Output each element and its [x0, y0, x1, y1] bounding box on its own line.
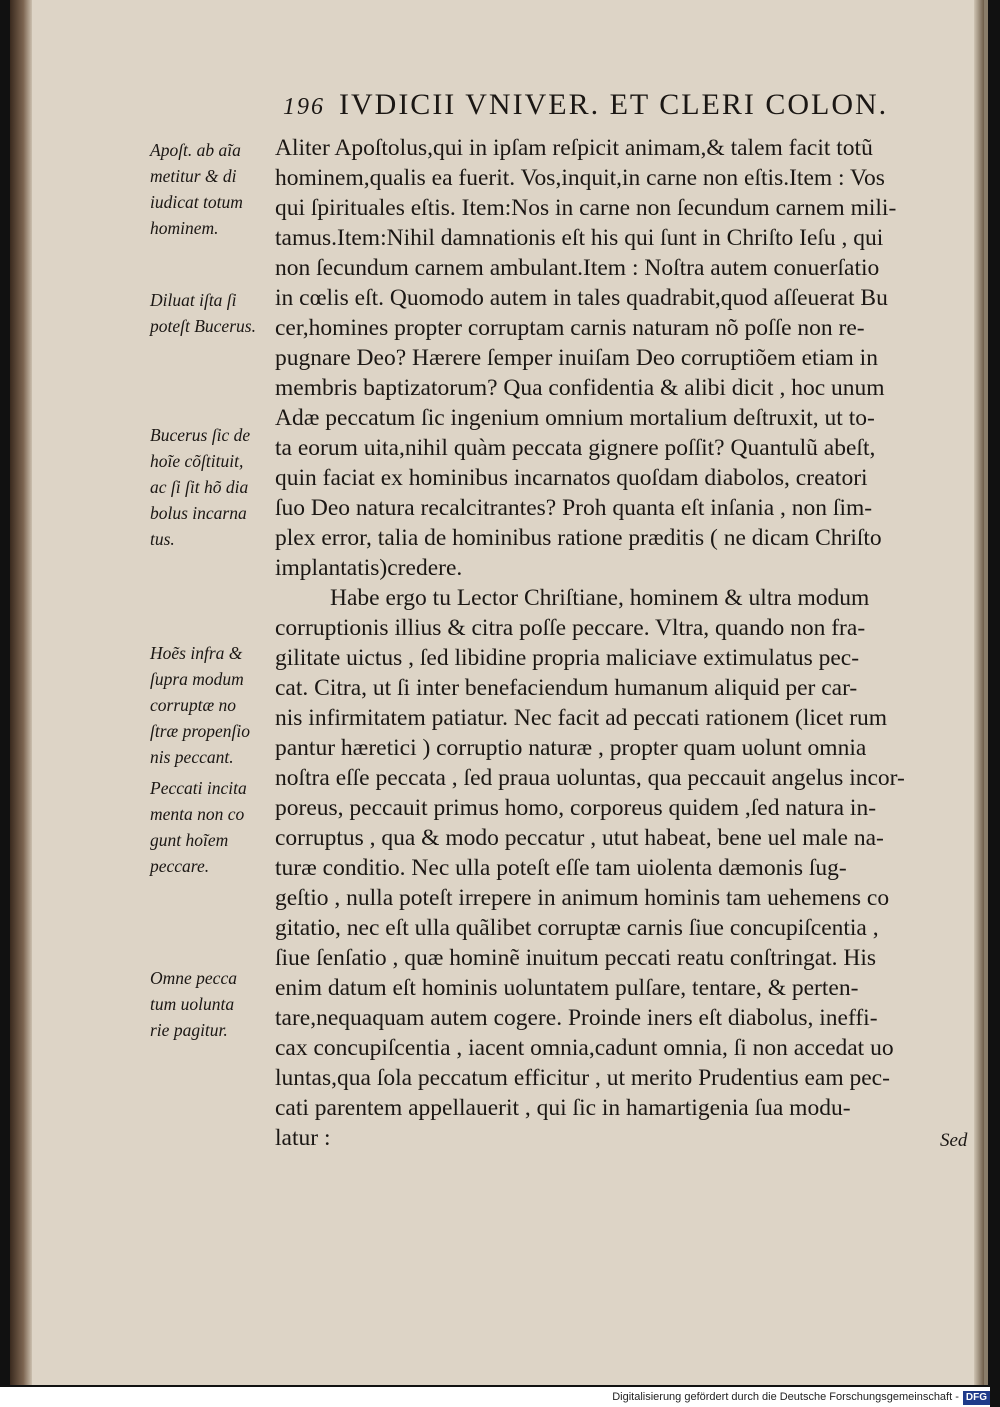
margin-note: menta non co [150, 804, 245, 824]
body-line: membris baptizatorum? Qua confidentia & alibi dicit , hoc unum [275, 375, 885, 401]
body-line: enim datum eſt hominis uoluntatem pulſare, tentare, & perten- [275, 975, 859, 1001]
body-line: plex error, talia de hominibus ratione præditis ( ne dicam Chriſto [275, 525, 882, 551]
page-gutter [10, 0, 32, 1385]
body-line: corruptionis illius & citra poſſe peccare. Vltra, quando non fra- [275, 615, 866, 641]
margin-note: Diluat iſta ſi [150, 290, 237, 310]
dfg-logo: DFG [963, 1391, 990, 1405]
body-line: corruptus , qua & modo peccatur , utut habeat, bene uel male na- [275, 825, 884, 851]
margin-note: Apoſt. ab aĩa [150, 140, 241, 160]
body-line: implantatis)credere. [275, 555, 463, 581]
body-line: cati parentem appellauerit , qui ſic in hamartigenia ſua modu- [275, 1095, 851, 1121]
margin-note: tum uolunta [150, 994, 235, 1014]
margin-note: corruptæ no [150, 695, 237, 715]
body-line: tare,nequaquam autem cogere. Proinde iners eſt diabolus, ineffi- [275, 1005, 878, 1031]
body-line: turæ conditio. Nec ulla poteſt eſſe tam uiolenta dæmonis ſug- [275, 855, 847, 881]
margin-note: ſtræ propenſio [150, 721, 250, 741]
digitization-footer [0, 1387, 990, 1407]
body-line: gilitate uictus , ſed libidine propria maliciave extimulatus pec- [275, 645, 860, 671]
body-line: non ſecundum carnem ambulant.Item : Noſtra autem conuerſatio [275, 255, 880, 281]
body-line: hominem,qualis ea fuerit. Vos,inquit,in carne non eſtis.Item : Vos [275, 165, 885, 191]
running-header [283, 88, 963, 122]
margin-note: Omne pecca [150, 968, 237, 988]
page-edge [974, 0, 984, 1385]
body-line: luntas,qua ſola peccatum efficitur , ut merito Prudentius eam pec- [275, 1065, 890, 1091]
body-line: cer,homines propter corruptam carnis naturam nõ poſſe non re- [275, 315, 865, 341]
body-line: qui ſpirituales eſtis. Item:Nos in carne non ſecundum carnem mili- [275, 195, 897, 221]
body-line: gitatio, nec eſt ulla quãlibet corruptæ carnis ſiue concupiſcentia , [275, 915, 879, 941]
margin-note: peccare. [150, 856, 210, 876]
margin-note: bolus incarna [150, 503, 247, 523]
body-line: quin faciat ex hominibus incarnatos quoſdam diabolos, creatori [275, 465, 868, 491]
margin-note: hoĩe cõſtituit, [150, 451, 244, 471]
body-line: pugnare Deo? Hærere ſemper inuiſam Deo corruptiõem etiam in [275, 345, 878, 371]
footer-text: Digitalisierung gefördert durch die Deutsche Forschungsgemeinschaft - [612, 1391, 959, 1403]
margin-note: ac ſi ſit hõ dia [150, 477, 249, 497]
body-line: geſtio , nulla poteſt irrepere in animum hominis tam uehemens co [275, 885, 890, 911]
margin-note: hominem. [150, 218, 219, 238]
catchword: Sed [940, 1130, 968, 1151]
margin-note: Hoẽs infra & [150, 643, 243, 663]
margin-note: nis peccant. [150, 747, 234, 767]
body-line: cat. Citra, ut ſi inter benefaciendum humanum aliquid per car- [275, 675, 858, 701]
body-line: pantur hæretici ) corruptio naturæ , propter quam uolunt omnia [275, 735, 867, 761]
body-line: cax concupiſcentia , iacent omnia,cadunt omnia, ſi non accedat uo [275, 1035, 894, 1061]
margin-note: poteſt Bucerus. [150, 316, 256, 336]
body-line: ſuo Deo natura recalcitrantes? Proh quanta eſt inſania , non ſim- [275, 495, 873, 521]
body-line: Aliter Apoſtolus,qui in ipſam reſpicit animam,& talem facit totũ [275, 135, 873, 161]
margin-note: metitur & di [150, 166, 237, 186]
margin-note: rie pagitur. [150, 1020, 228, 1040]
margin-note: gunt hoĩem [150, 830, 229, 850]
body-line: in cœlis eſt. Quomodo autem in tales quadrabit,quod aſſeuerat Bu [275, 285, 888, 311]
running-title: IVDICII VNIVER. ET CLERI COLON. [339, 88, 889, 121]
body-line: Adæ peccatum ſic ingenium omnium mortalium deſtruxit, ut to- [275, 405, 875, 431]
body-line: poreus, peccauit primus homo, corporeus quidem ,ſed natura in- [275, 795, 877, 821]
body-line: noſtra eſſe peccata , ſed praua uoluntas, qua peccauit angelus incor- [275, 765, 905, 791]
margin-note: iudicat totum [150, 192, 243, 212]
page-number: 196 [283, 94, 325, 120]
body-line: ſiue ſenſatio , quæ hominẽ inuitum peccati reatu conſtringat. His [275, 945, 877, 971]
body-line: Habe ergo tu Lector Chriſtiane, hominem & ultra modum [330, 585, 870, 611]
margin-note: Bucerus ſic de [150, 425, 251, 445]
body-line: latur : [275, 1125, 331, 1151]
margin-note: ſupra modum [150, 669, 244, 689]
body-line: tamus.Item:Nihil damnationis eſt his qui ſunt in Chriſto Ieſu , qui [275, 225, 884, 251]
body-line: ta eorum uita,nihil quàm peccata gignere poſſit? Quantulũ abeſt, [275, 435, 876, 461]
margin-note: tus. [150, 529, 175, 549]
body-line: nis infirmitatem patiatur. Nec facit ad peccati rationem (licet rum [275, 705, 888, 731]
margin-note: Peccati incita [150, 778, 247, 798]
